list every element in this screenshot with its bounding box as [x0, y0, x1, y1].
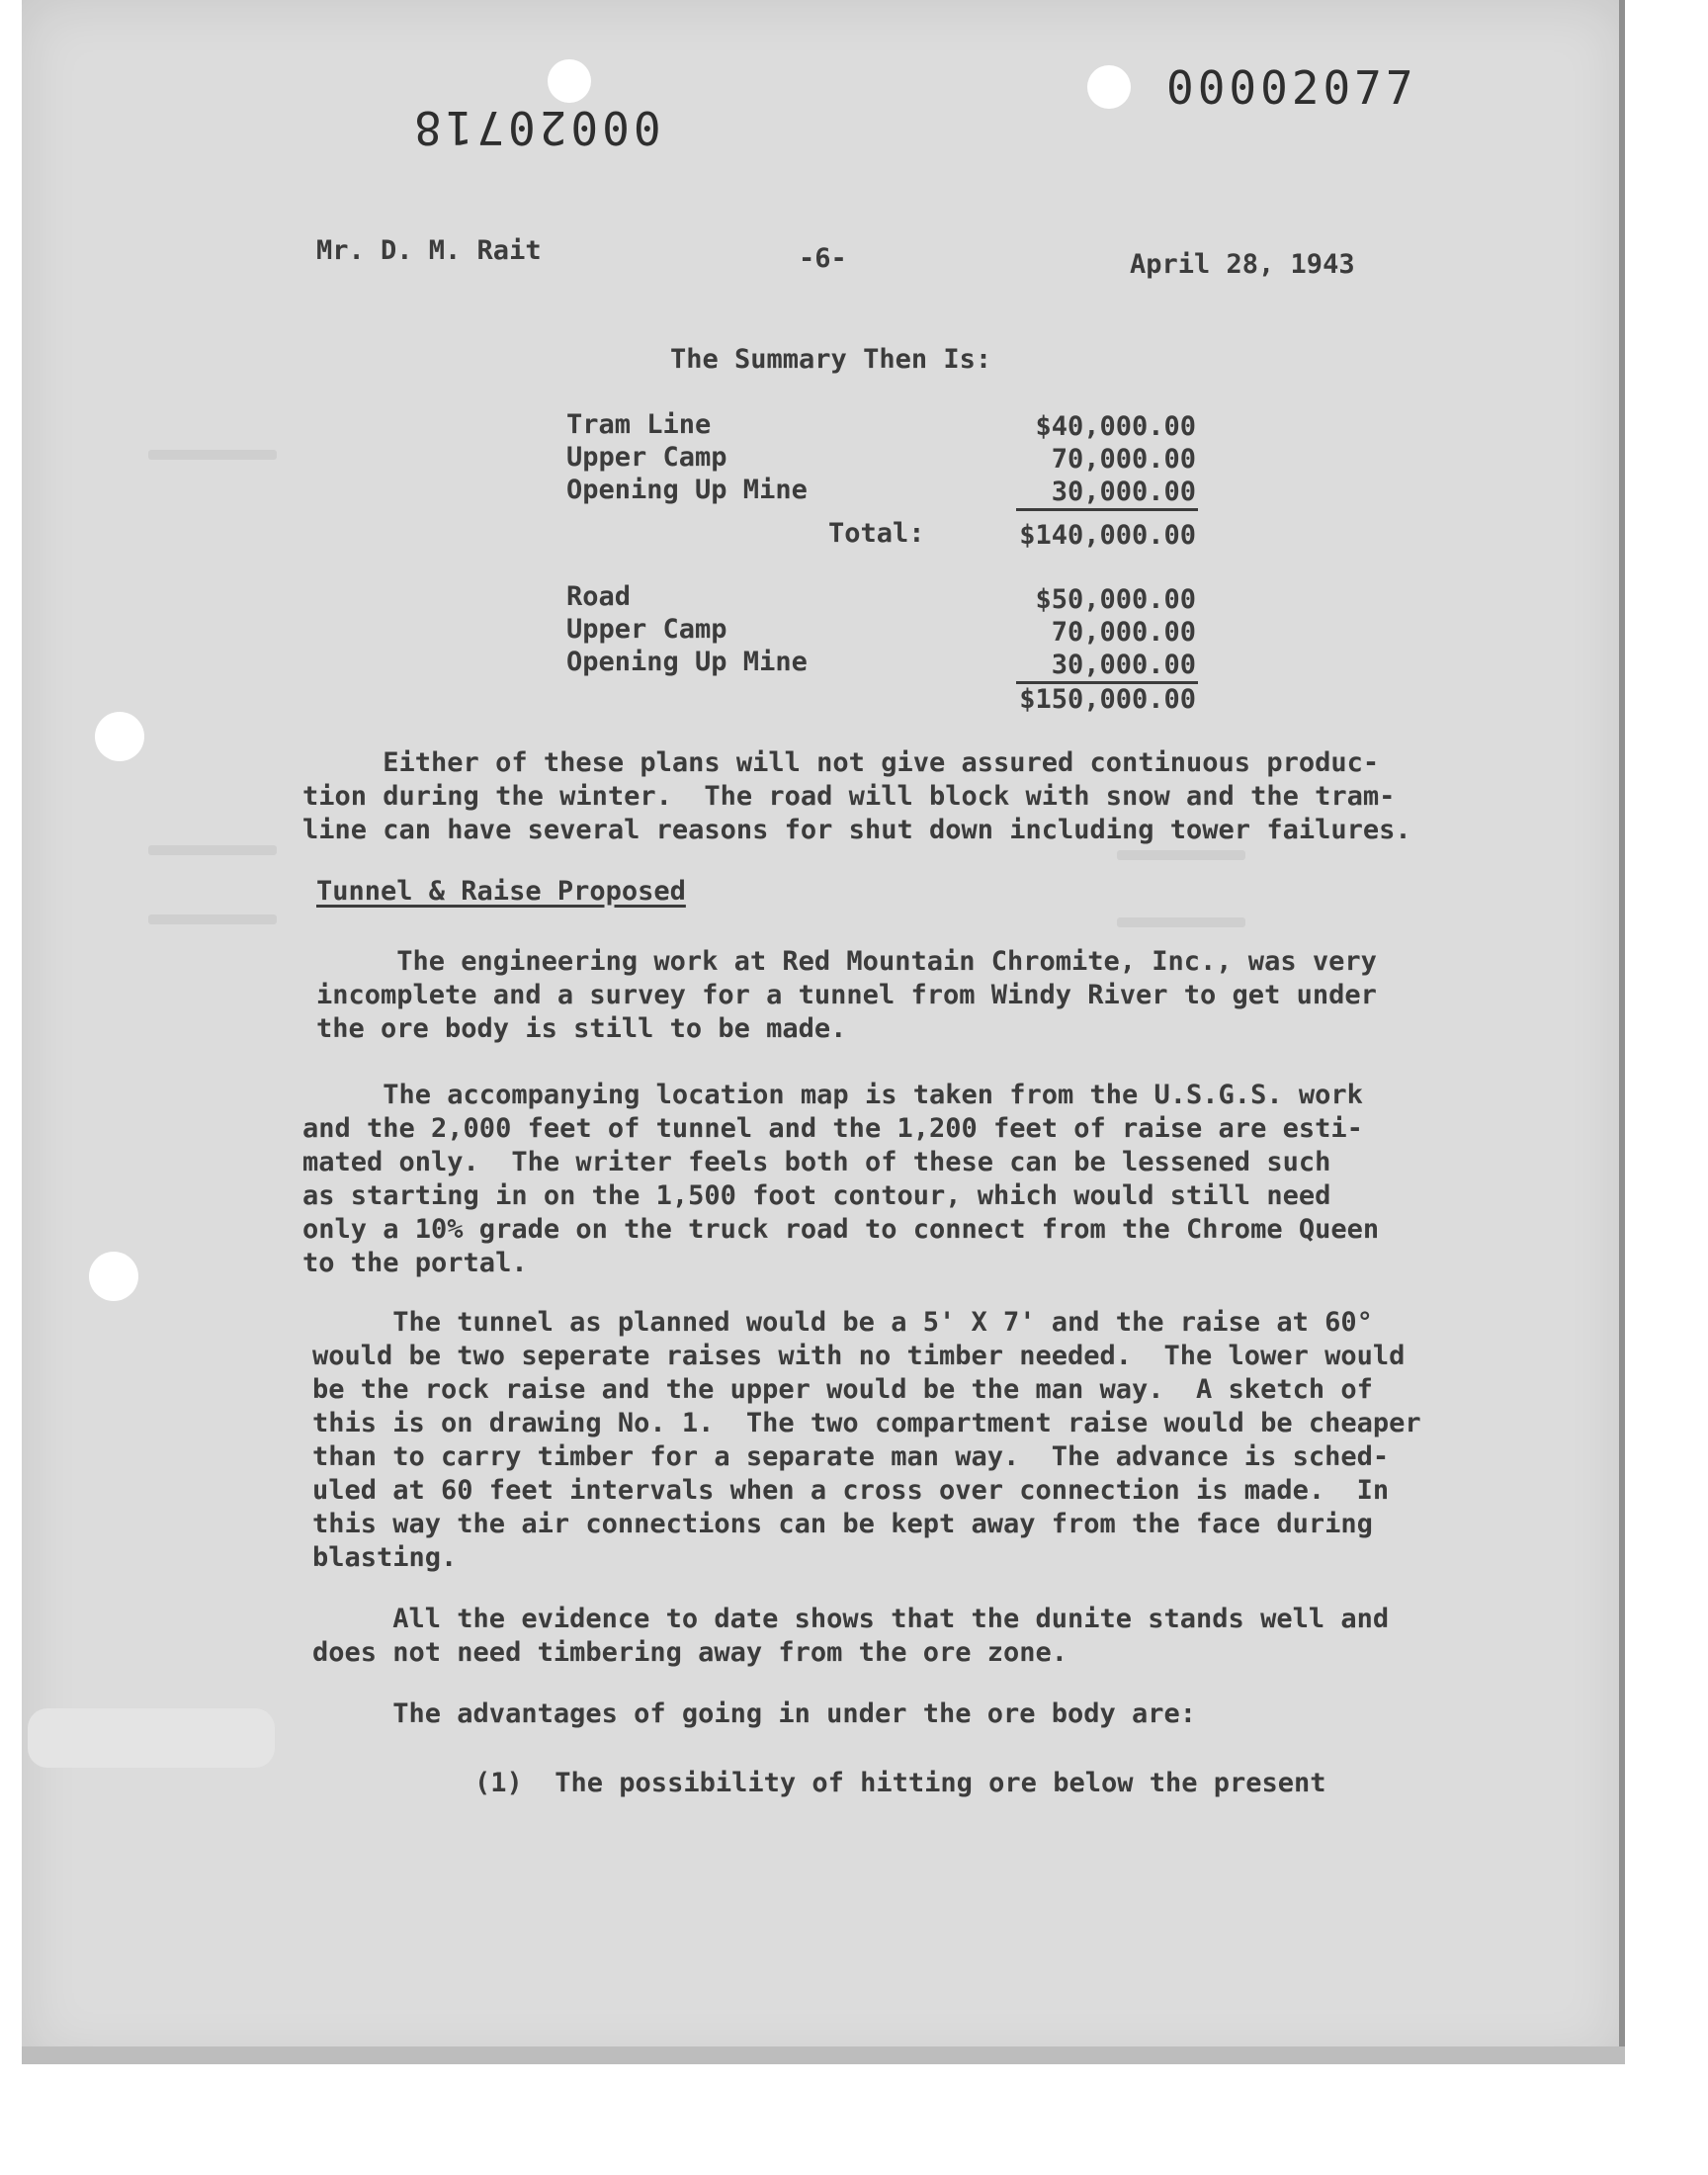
paragraph-line: All the evidence to date shows that the dunite stands well and [312, 1604, 1390, 1634]
paragraph-line: the ore body is still to be made. [316, 1013, 847, 1044]
paragraph-line: tion during the winter. The road will block with snow and the tram- [302, 781, 1396, 812]
punch-hole [1087, 65, 1131, 109]
paragraph-line: incomplete and a survey for a tunnel from Windy River to get under [316, 980, 1377, 1010]
scan-smudge [1117, 917, 1245, 927]
paragraph-line: to the portal. [302, 1248, 528, 1278]
punch-hole [95, 712, 144, 761]
section-heading: Tunnel & Raise Proposed [316, 876, 686, 907]
summary-item-label: Upper Camp [566, 442, 727, 473]
total-amount: $140,000.00 [1019, 520, 1196, 551]
paragraph-line: The tunnel as planned would be a 5' X 7' and the raise at 60° [312, 1307, 1373, 1338]
paragraph-line: The accompanying location map is taken from the U.S.G.S. work [302, 1080, 1363, 1110]
scan-smudge [28, 1708, 275, 1768]
paragraph-line: than to carry timber for a separate man way. The advance is sched- [312, 1441, 1390, 1472]
paragraph-line: only a 10% grade on the truck road to connect from the Chrome Queen [302, 1214, 1380, 1245]
summary-item-label: Opening Up Mine [566, 647, 808, 677]
bates-stamp-inverted: 00020718 [410, 101, 661, 154]
summary-heading: The Summary Then Is: [670, 344, 992, 375]
paragraph-line: blasting. [312, 1542, 458, 1573]
paragraph-line: does not need timbering away from the ore zone. [312, 1637, 1068, 1668]
paragraph-line: as starting in on the 1,500 foot contour, which would still need [302, 1180, 1331, 1211]
paragraph-line: and the 2,000 feet of tunnel and the 1,200 feet of raise are esti- [302, 1113, 1363, 1144]
paragraph-line: The advantages of going in under the ore body are: [312, 1698, 1197, 1729]
punch-hole [548, 59, 591, 103]
scan-smudge [148, 845, 277, 855]
summary-item-amount: 70,000.00 [1051, 444, 1196, 475]
summary-item-label: Opening Up Mine [566, 475, 808, 505]
bates-stamp: 00002077 [1166, 61, 1417, 115]
page-number: -6- [799, 243, 847, 274]
total-rule [1016, 508, 1198, 511]
summary-item-label: Road [566, 581, 632, 612]
paragraph-line: this way the air connections can be kept away from the face during [312, 1509, 1373, 1539]
summary-item-amount: $40,000.00 [1035, 411, 1196, 442]
summary-item-amount: 30,000.00 [1051, 477, 1196, 507]
page-bottom-edge [22, 2046, 1625, 2064]
paragraph-line: uled at 60 feet intervals when a cross over connection is made. In [312, 1475, 1390, 1506]
total-label: Total: [828, 518, 925, 549]
summary-item-amount: $50,000.00 [1035, 584, 1196, 615]
paragraph-line: be the rock raise and the upper would be the man way. A sketch of [312, 1374, 1373, 1405]
punch-hole [89, 1252, 138, 1301]
scan-smudge [148, 450, 277, 460]
paragraph-line: mated only. The writer feels both of these can be lessened such [302, 1147, 1331, 1177]
scan-smudge [1117, 850, 1245, 860]
addressee: Mr. D. M. Rait [316, 235, 542, 266]
list-item: (1) The possibility of hitting ore below the present [474, 1768, 1326, 1798]
summary-item-label: Upper Camp [566, 614, 727, 645]
scan-smudge [148, 914, 277, 924]
letter-date: April 28, 1943 [1130, 249, 1355, 280]
paragraph-line: Either of these plans will not give assured continuous produc- [302, 747, 1380, 778]
summary-item-amount: 70,000.00 [1051, 617, 1196, 648]
paragraph-line: this is on drawing No. 1. The two compartment raise would be cheaper [312, 1408, 1421, 1438]
paragraph-line: line can have several reasons for shut down including tower failures. [302, 815, 1411, 845]
summary-item-label: Tram Line [566, 409, 712, 440]
paragraph-line: The engineering work at Red Mountain Chromite, Inc., was very [316, 946, 1377, 977]
paragraph-line: would be two seperate raises with no timber needed. The lower would [312, 1341, 1406, 1371]
summary-item-amount: 30,000.00 [1051, 650, 1196, 680]
total-amount: $150,000.00 [1019, 684, 1196, 715]
page-edge-shadow [1619, 0, 1625, 2064]
